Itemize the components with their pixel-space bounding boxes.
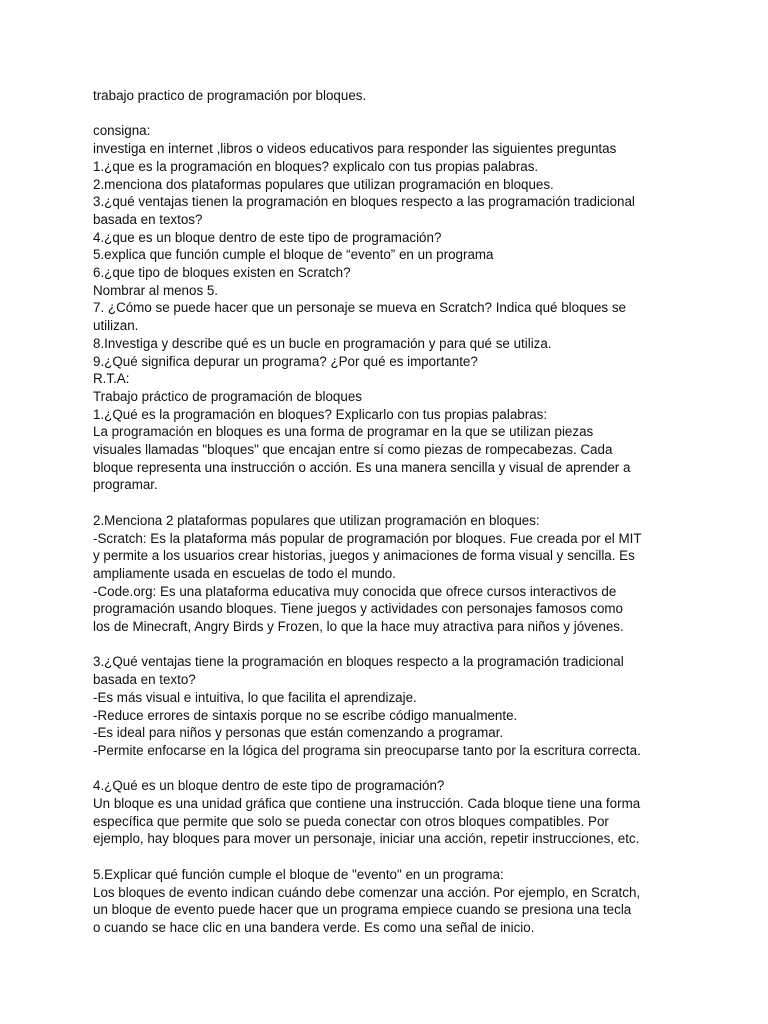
text-line: R.T.A: <box>93 371 130 387</box>
blank-line <box>93 494 693 512</box>
text-line: 6.¿que tipo de bloques existen en Scratch? <box>93 265 351 281</box>
text-line: 8.Investiga y describe qué es un bucle en programación y para qué se utiliza. <box>93 335 552 351</box>
text-line: 4.¿que es un bloque dentro de este tipo de programación? <box>93 229 442 245</box>
blank-line <box>93 636 693 654</box>
text-line: 3.¿qué ventajas tienen la programación en bloques respecto a las programación tradicional <box>93 194 635 210</box>
text-line: 5.Explicar qué función cumple el bloque de "evento" en un programa: <box>93 866 504 882</box>
blank-line <box>93 760 693 778</box>
text-line: -Es ideal para niños y personas que están comenzando a programar. <box>93 725 504 741</box>
text-line: Un bloque es una unidad gráfica que contiene una instrucción. Cada bloque tiene una forma <box>93 796 641 812</box>
text-line: bloque representa una instrucción o acción. Es una manera sencilla y visual de aprender a <box>93 459 631 475</box>
document-text <box>93 87 693 937</box>
text-line: investiga en internet ,libros o videos educativos para responder las siguientes preguntas <box>93 141 617 157</box>
text-line: basada en texto? <box>93 672 196 688</box>
text-line: 1.¿Qué es la programación en bloques? Explicarlo con tus propias palabras: <box>93 406 548 422</box>
text-line: 7. ¿Cómo se puede hacer que un personaje se mueva en Scratch? Indica qué bloques se <box>93 300 626 316</box>
text-line: Trabajo práctico de programación de bloques <box>93 388 362 404</box>
text-line: Los bloques de evento indican cuándo debe comenzar una acción. Por ejemplo, en Scratch, <box>93 884 641 900</box>
text-line: 9.¿Qué significa depurar un programa? ¿Por qué es importante? <box>93 353 478 369</box>
text-line: 3.¿Qué ventajas tiene la programación en bloques respecto a la programación tradicional <box>93 654 624 670</box>
text-line: 5.explica que función cumple el bloque de “evento” en un programa <box>93 247 494 263</box>
text-line: programación usando bloques. Tiene juegos y actividades con personajes famosos como <box>93 601 623 617</box>
text-line: -Permite enfocarse en la lógica del programa sin preocuparse tanto por la escritura correcta. <box>93 742 641 758</box>
text-line: o cuando se hace clic en una bandera verde. Es como una señal de inicio. <box>93 919 535 935</box>
text-line: programar. <box>93 477 158 493</box>
text-line: -Reduce errores de sintaxis porque no se escribe código manualmente. <box>93 707 518 723</box>
text-line: consigna: <box>93 123 151 139</box>
blank-line <box>93 105 693 123</box>
text-line: visuales llamadas "bloques" que encajan entre sí como piezas de rompecabezas. Cada <box>93 442 613 458</box>
text-line: y permite a los usuarios crear historias, juegos y animaciones de forma visual y sencilla. Es <box>93 548 635 564</box>
text-line: ejemplo, hay bloques para mover un personaje, iniciar una acción, repetir instrucciones, etc. <box>93 831 640 847</box>
text-line: un bloque de evento puede hacer que un programa empiece cuando se presiona una tecla <box>93 902 632 918</box>
text-line: trabajo practico de programación por bloques. <box>93 88 367 103</box>
text-line: La programación en bloques es una forma de programar en la que se utilizan piezas <box>93 424 594 440</box>
text-line: basada en textos? <box>93 211 203 227</box>
text-line: 4.¿Qué es un bloque dentro de este tipo de programación? <box>93 778 445 794</box>
text-line: específica que permite que solo se pueda conectar con otros bloques compatibles. Por <box>93 813 609 829</box>
text-line: -Scratch: Es la plataforma más popular de programación por bloques. Fue creada por el MIT <box>93 530 642 546</box>
text-line: 2.menciona dos plataformas populares que utilizan programación en bloques. <box>93 176 554 192</box>
text-line: utilizan. <box>93 318 139 334</box>
text-line: los de Minecraft, Angry Birds y Frozen, lo que la hace muy atractiva para niños y jóvenes. <box>93 619 624 635</box>
text-line: -Es más visual e intuitiva, lo que facilita el aprendizaje. <box>93 689 417 705</box>
text-line: ampliamente usada en escuelas de todo el mundo. <box>93 565 396 581</box>
blank-line <box>93 848 693 866</box>
text-line: 1.¿que es la programación en bloques? explicalo con tus propias palabras. <box>93 158 539 174</box>
text-line: Nombrar al menos 5. <box>93 282 219 298</box>
text-line: -Code.org: Es una plataforma educativa muy conocida que ofrece cursos interactivos de <box>93 583 617 599</box>
text-line: 2.Menciona 2 plataformas populares que utilizan programación en bloques: <box>93 512 540 528</box>
